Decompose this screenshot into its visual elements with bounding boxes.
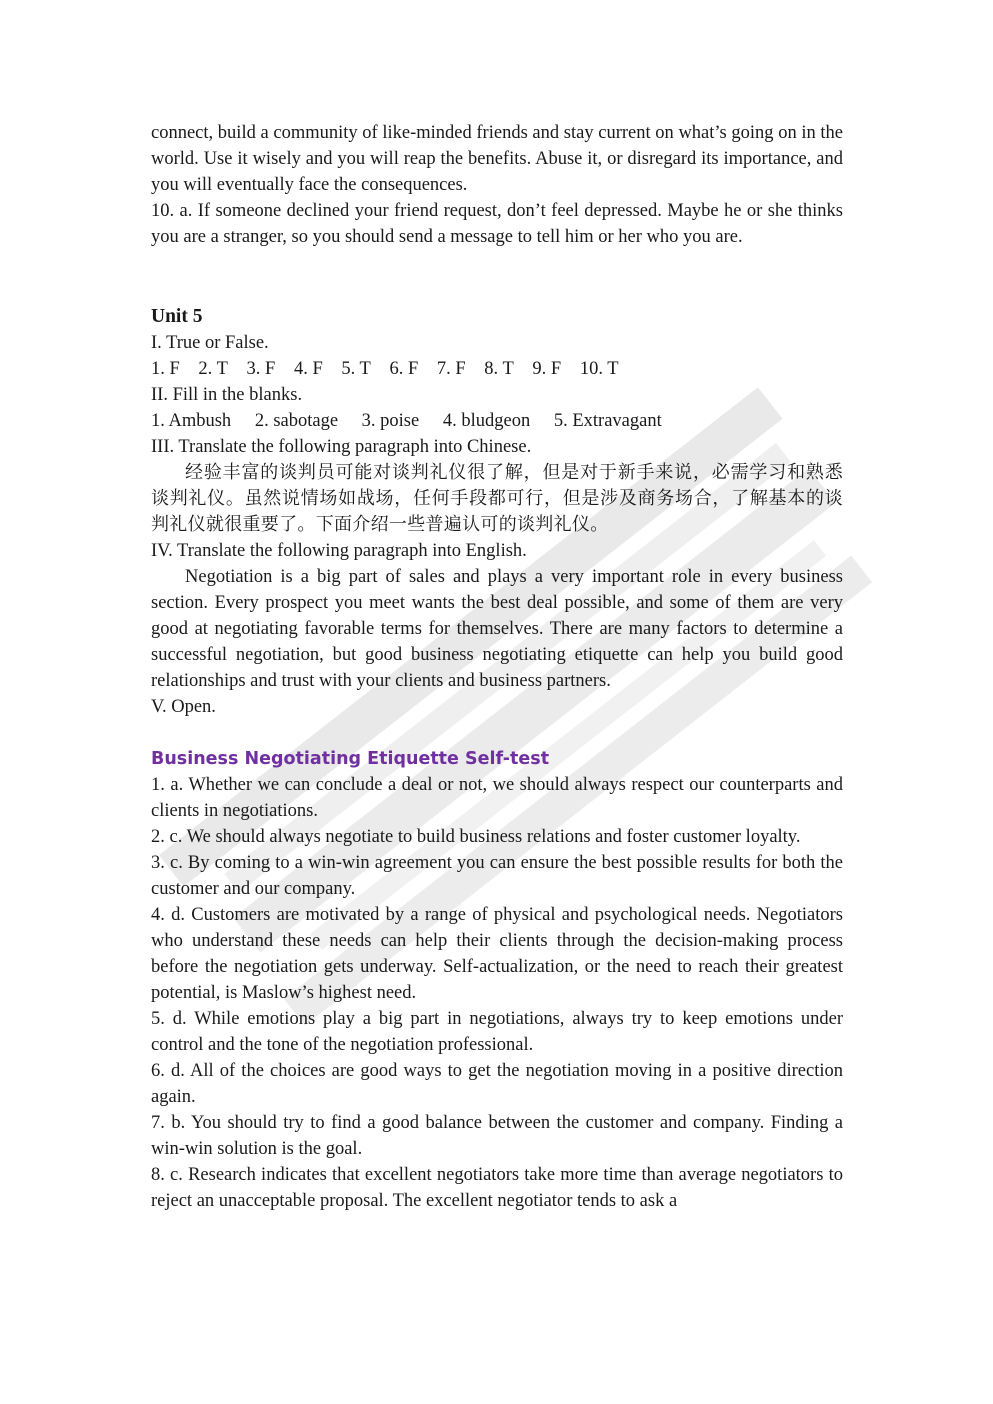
answer-item: 4. F <box>293 359 323 379</box>
answer-item: 3. F <box>246 359 276 379</box>
answer-item: 2. T <box>198 359 228 379</box>
self-test-item: 1. a. Whether we can conclude a deal or not, we should always respect our counterparts and clients in negotiations. <box>151 775 843 821</box>
answer-item: 8. T <box>484 359 514 379</box>
english-translation: Negotiation is a big part of sales and plays a very important role in every business section. Every prospect you meet wants the best deal possible, and some of them are very good at negotiating favorable terms for themselves. There are many factors to determine a successful negotiation, but good business negotiating etiquette can help you build good relationships and trust with your clients and business partners. <box>151 567 843 691</box>
answer-item: 4. bludgeon <box>442 411 531 431</box>
self-test-item: 3. c. By coming to a win-win agreement you can ensure the best possible results for both the customer and our company. <box>151 853 843 899</box>
section-2-heading: II. Fill in the blanks. <box>151 385 303 405</box>
answer-item: 10. T <box>579 359 619 379</box>
self-test-item: 7. b. You should try to find a good balance between the customer and company. Finding a win-win solution is the goal. <box>151 1113 843 1159</box>
self-test-item: 6. d. All of the choices are good ways to get the negotiation moving in a positive direction again. <box>151 1061 843 1107</box>
answer-item: 6. F <box>389 359 419 379</box>
self-test-item: 5. d. While emotions play a big part in negotiations, always try to keep emotions under control and the tone of the negotiation professional. <box>151 1009 843 1055</box>
chinese-translation: 经验丰富的谈判员可能对谈判礼仪很了解，但是对于新手来说，必需学习和熟悉谈判礼仪。虽然说情场如战场，任何手段都可行，但是涉及商务场合，了解基本的谈判礼仪就很重要了。下面介绍一些普遍认可的谈判礼仪。 <box>151 462 843 535</box>
answer-item: 1. F <box>151 359 180 379</box>
continuation-item-10: 10. a. If someone declined your friend request, don’t feel depressed. Maybe he or she thinks you are a stranger, so you should send a message to tell him or her who you are. <box>151 201 843 247</box>
continuation-paragraph: connect, build a community of like-minded friends and stay current on what’s going on in the world. Use it wisely and you will reap the benefits. Abuse it, or disregard its importance, and you will eventually face the consequences. <box>151 123 843 195</box>
answer-item: 7. F <box>436 359 466 379</box>
page-content <box>151 120 843 1214</box>
answer-item: 2. sabotage <box>254 411 339 431</box>
answer-item: 3. poise <box>361 411 420 431</box>
self-test-item: 8. c. Research indicates that excellent negotiators take more time than average negotiators to reject an unacceptable proposal. The excellent negotiator tends to ask a <box>151 1165 843 1211</box>
section-5-heading: V. Open. <box>151 697 216 717</box>
answer-item: 5. Extravagant <box>553 411 662 431</box>
section-4-heading: IV. Translate the following paragraph into English. <box>151 541 527 561</box>
section-2-answers <box>151 408 843 434</box>
answer-item: 5. T <box>341 359 371 379</box>
self-test-item: 4. d. Customers are motivated by a range of physical and psychological needs. Negotiators who understand these needs can help their clients through the decision-making process before the negotiation gets underway. Self-actualization, or the need to reach their greatest potential, is Maslow’s highest need. <box>151 905 843 1003</box>
unit-title: Unit 5 <box>151 306 203 327</box>
section-3-heading: III. Translate the following paragraph into Chinese. <box>151 437 532 457</box>
answer-item: 9. F <box>532 359 562 379</box>
answer-item: 1. Ambush <box>151 411 232 431</box>
self-test-item: 2. c. We should always negotiate to build business relations and foster customer loyalty. <box>151 827 801 847</box>
section-1-answers <box>151 356 843 382</box>
section-1-heading: I. True or False. <box>151 333 269 353</box>
self-test-title: Business Negotiating Etiquette Self-test <box>151 749 550 769</box>
